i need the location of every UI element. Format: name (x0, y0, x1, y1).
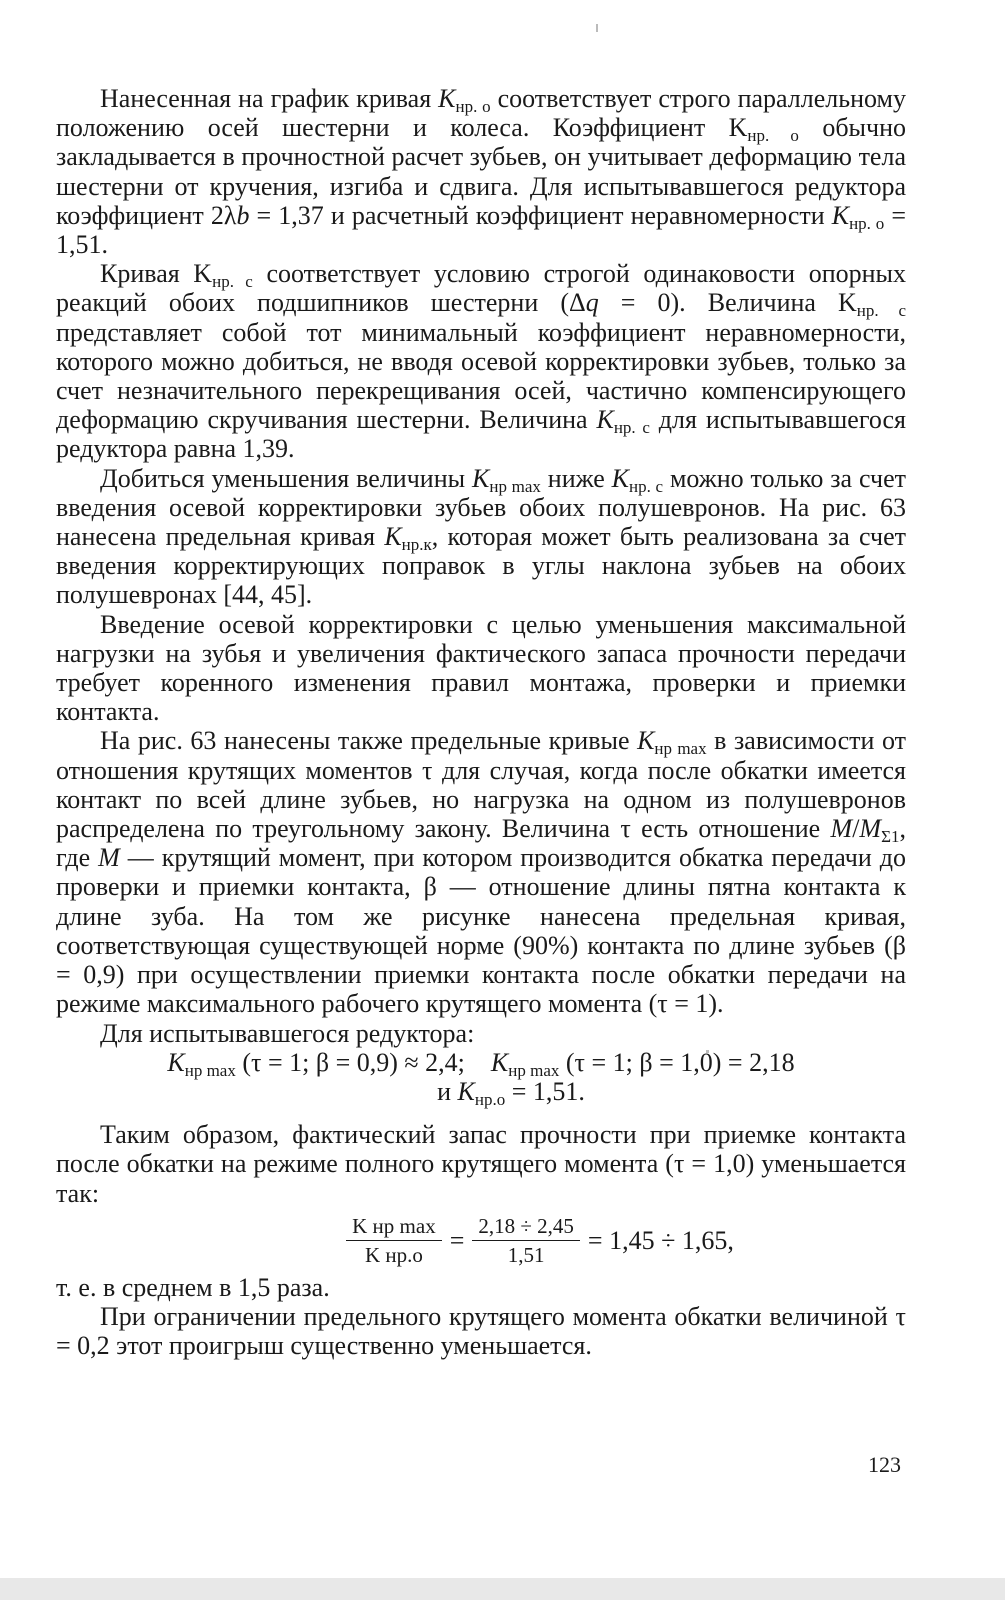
paragraph-6: Для испытывавшегося редуктора: (100, 1018, 475, 1048)
fraction-result: = 1,45 ÷ 1,65, (587, 1225, 734, 1255)
scan-speck (596, 24, 598, 32)
equals-sign: = (449, 1225, 465, 1255)
paragraph-4: Введение осевой корректировки с целью уменьшения максимальной нагрузки на зубья и увеличения фактического запаса прочности передачи требует коренного изменения правил монтажа, проверки и приемки контакта. (56, 609, 906, 727)
fraction-right-numerator: 2,18 ÷ 2,45 (472, 1214, 580, 1241)
fraction-left (346, 1214, 442, 1267)
paragraph-8: т. е. в среднем в 1,5 раза. (56, 1272, 330, 1302)
body-text (56, 84, 906, 1360)
formula-1: $K_{нр max}$ (τ = 1; β = 0,9) ≈ 2,4; $K_{нр max}$ (τ = 1; β = 1,0) = 2,18 (167, 1047, 795, 1080)
fraction-left-numerator: K нр max (346, 1214, 442, 1241)
paragraph-3: Добиться уменьшения величины $K_{нр max}$ ниже $K_{нр. с}$ можно только за счет введения осевой корректировки зубьев обоих полушевронов. На рис. 63 нанесена предельная кривая $K_{нр.к}$, которая может быть реализована за счет введения корректирующих поправок в углы наклона зубьев на обоих полушевронах [44, 45]. (56, 463, 906, 610)
fraction-left-denominator: K нр.о (364, 1242, 423, 1267)
paragraph-5: На рис. 63 нанесены также предельные кривые $K_{нр max}$ в зависимости от отношения крутящих моментов τ для случая, когда после обкатки имеется контакт по всей длине зубьев, но нагрузка на одном из полушевронов распределена по треугольному закону. Величина τ есть отношение $M/M_{\Sigma 1}$, где M — крутящий момент, при котором производится обкатка передачи до проверки и приемки контакта, β — отношение длины пятна контакта к длине зуба. На том же рисунке нанесена предельная кривая, соответствующая существующей норме (90%) контакта по длине зубьев (β = 0,9) при осуществлении приемки контакта после обкатки передачи на режиме максимального рабочего крутящего момента (τ = 1). (56, 726, 906, 1019)
scan-edge (0, 1578, 1005, 1600)
paragraph-9: При ограничении предельного крутящего момента обкатки величиной τ = 0,2 этот проигрыш существенно уменьшается. (56, 1301, 906, 1361)
paragraph-7: Таким образом, фактический запас прочности при приемке контакта после обкатки на режиме полного крутящего момента (τ = 1,0) уменьшается так: (56, 1120, 906, 1208)
paragraph-1: Нанесенная на график кривая $K_{нр. о}$ соответствует строго параллельному положению осей шестерни и колеса. Коэффициент $K_{нр. о}$ обычно закладывается в прочностной расчет зубьев, он учитывает деформацию тела шестерни от кручения, изгиба и сдвига. Для испытывавшегося редуктора коэффициент 2λb = 1,37 и расчетный коэффициент неравномерности $K_{нр. о} = 1,51$. (56, 84, 906, 260)
fraction-right (472, 1214, 580, 1267)
paragraph-2: Кривая $K_{нр. с}$ соответствует условию строгой одинаковости опорных реакций обоих подшипников шестерни (Δq = 0). Величина $K_{нр. с}$ представляет собой тот минимальный коэффициент неравномерности, которого можно добиться, не вводя осевой корректировки зубьев, только за счет незначительного перекрещивания осей, частично компенсирующего деформацию скручивания шестерни. Величина $K_{нр. с}$ для испытывавшегося редуктора равна 1,39. (56, 259, 906, 464)
formula-2: и $K_{нр.о} = 1,51$. (437, 1076, 585, 1109)
fraction-formula (166, 1214, 906, 1267)
fraction-right-denominator: 1,51 (507, 1242, 545, 1267)
page-number: 123 (868, 1452, 901, 1477)
